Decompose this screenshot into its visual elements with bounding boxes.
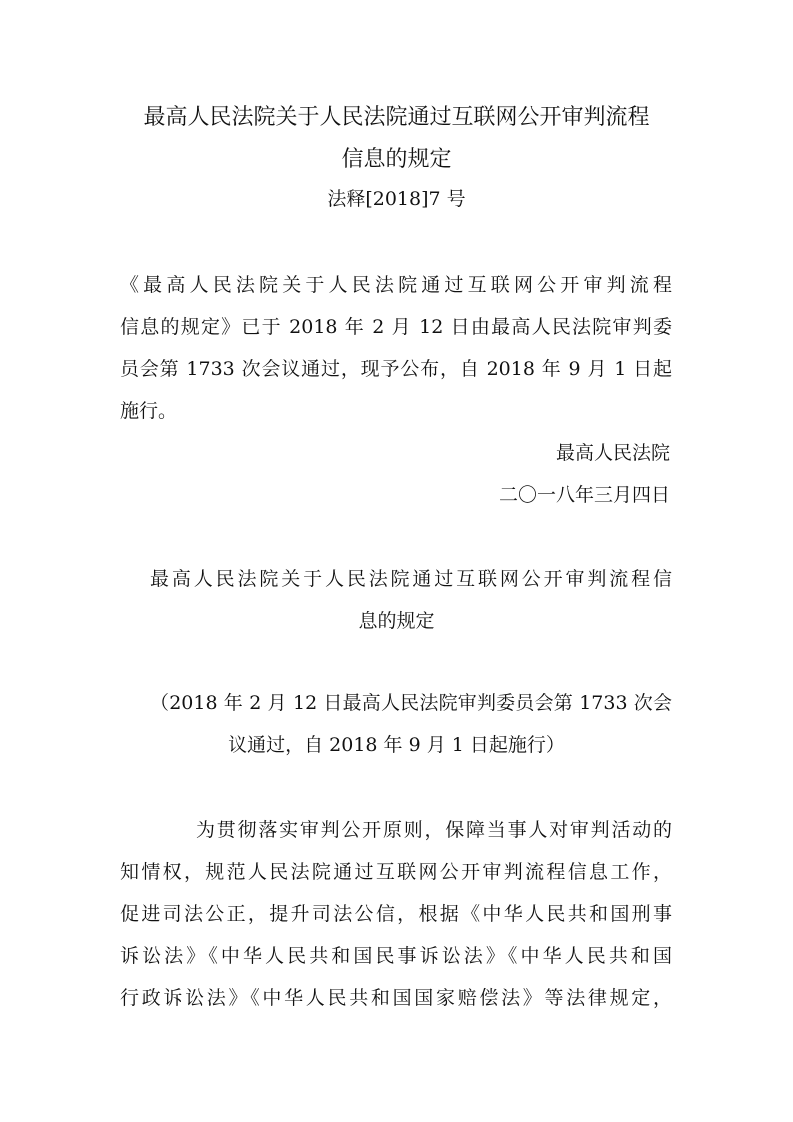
adoption-note-line-1: （2018 年 2 月 12 日最高人民法院审判委员会第 1733 次会: [150, 692, 672, 714]
announcement-line-1: 《最高人民法院关于人民法院通过互联网公开审判流程: [120, 274, 672, 296]
signature-date: 二〇一八年三月四日: [498, 484, 670, 506]
rule-title-line-2: 息的规定: [358, 610, 435, 632]
document-number: 法释[2018]7 号: [327, 188, 466, 210]
body-line-1: 为贯彻落实审判公开原则，保障当事人对审判活动的: [196, 819, 672, 841]
adoption-note-line-2: 议通过，自 2018 年 9 月 1 日起施行）: [228, 734, 565, 756]
document-title-line-2: 信息的规定: [341, 147, 452, 172]
document-title-line-1: 最高人民法院关于人民法院通过互联网公开审判流程: [143, 105, 650, 130]
body-line-4: 诉讼法》《中华人民共和国民事诉讼法》《中华人民共和国: [120, 945, 672, 967]
body-line-2: 知情权，规范人民法院通过互联网公开审判流程信息工作，: [120, 861, 672, 883]
announcement-line-3: 员会第 1733 次会议通过，现予公布，自 2018 年 9 月 1 日起: [120, 358, 672, 380]
announcement-line-4: 施行。: [120, 400, 178, 422]
announcement-line-2: 信息的规定》已于 2018 年 2 月 12 日由最高人民法院审判委: [120, 316, 672, 338]
signature-issuer: 最高人民法院: [555, 442, 670, 464]
rule-title-line-1: 最高人民法院关于人民法院通过互联网公开审判流程信: [150, 568, 672, 590]
body-line-5: 行政诉讼法》《中华人民共和国国家赔偿法》等法律规定，: [120, 987, 672, 1009]
body-line-3: 促进司法公正，提升司法公信，根据《中华人民共和国刑事: [120, 903, 672, 925]
